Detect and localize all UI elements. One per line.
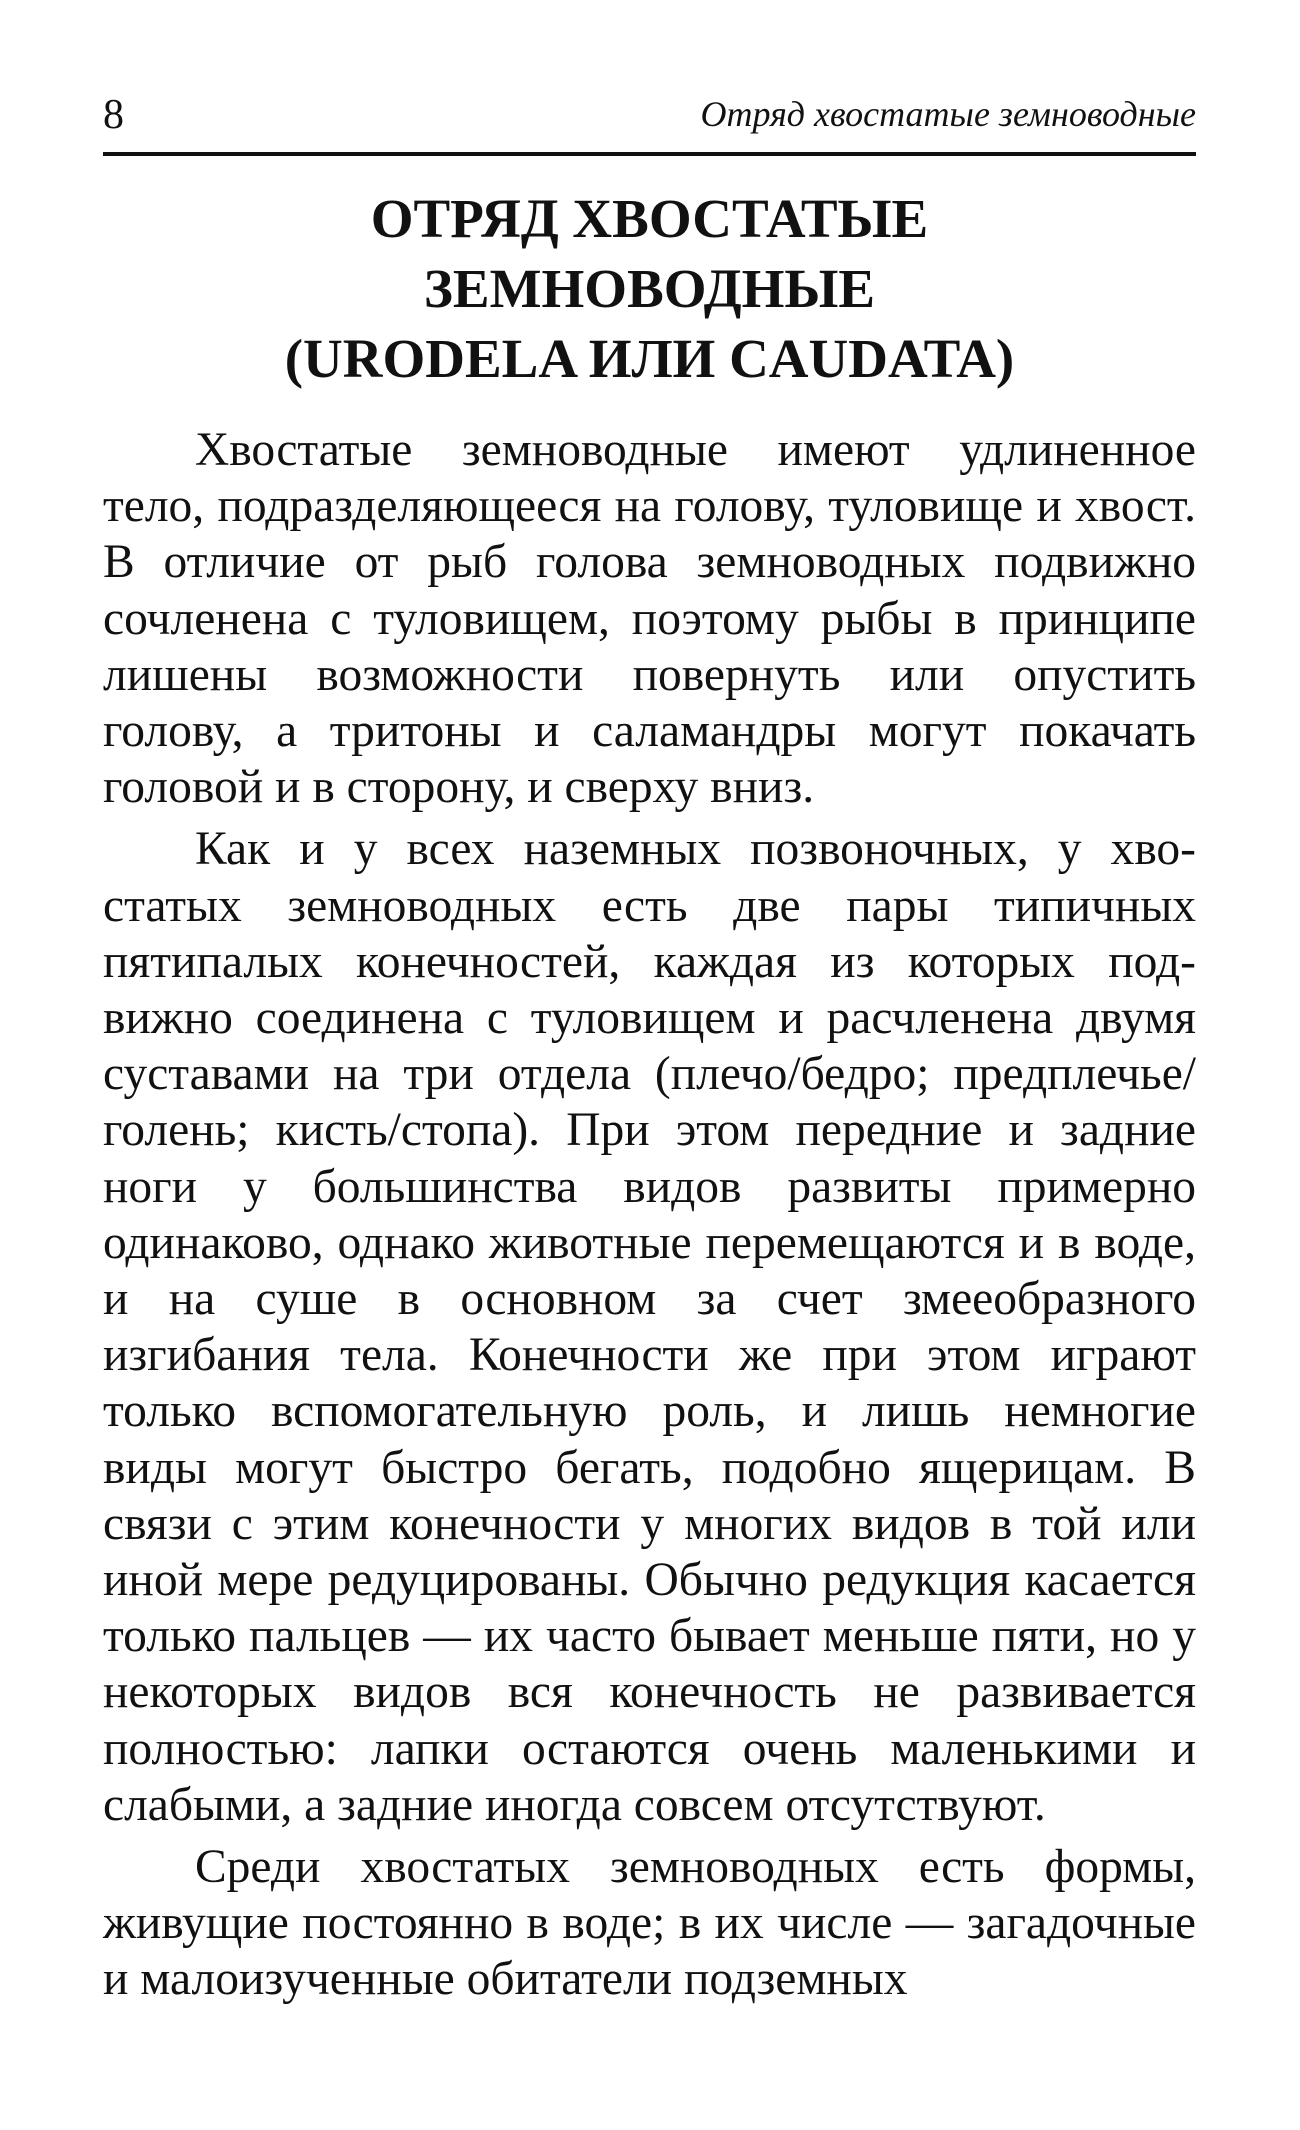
running-header (103, 90, 1196, 156)
chapter-title-line-2: ЗЕМНОВОДНЫЕ (423, 258, 876, 319)
body-text (103, 422, 1196, 2008)
book-page (103, 90, 1196, 2008)
page-number: 8 (103, 92, 124, 138)
chapter-title (103, 184, 1196, 394)
chapter-title-line-3: (URODELA ИЛИ CAUDATA) (284, 328, 1015, 389)
running-title: Отряд хвостатые земноводные (700, 94, 1196, 134)
paragraph-2: Как и у всех наземных позвоночных, у хвостатых земноводных есть две пары типичных пятипалых конечностей, каждая из которых подвижно соединена с туловищем и расчленена двумя суставами на три отдела (плечо/бедро; предплечье/голень; кисть/стопа). При этом передние и задние ноги у большинства видов развиты примерно одинаково, однако животные перемещаются и в воде, и на суше в основном за счет змееобразного изгибания тела. Конечности же при этом играют только вспомогательную роль, и лишь немногие виды могут быстро бегать, подобно ящерицам. В связи с этим конечности у многих видов в той или иной мере редуцированы. Обычно редукция касается только пальцев — их часто бывает меньше пяти, но у некоторых видов вся конечность не развивается полностью: лапки остаются очень маленькими и слабыми, а задние иногда совсем отсутствуют. (103, 823, 1196, 1831)
paragraph-1: Хвостатые земноводные имеют удлиненное тело, подразделяющееся на голову, туловище и хвост. В отличие от рыб голова земноводных подвижно сочленена с туловищем, поэтому рыбы в принципе лишены возможности повернуть или опустить голову, а тритоны и саламандры могут покачать головой и в сторону, и сверху вниз. (103, 424, 1196, 814)
paragraph-3: Среди хвостатых земноводных есть формы, живущие постоянно в воде; в их числе — загадочные и малоизученные обитатели подземных (103, 1841, 1196, 2006)
chapter-title-line-1: ОТРЯД ХВОСТАТЫЕ (370, 188, 929, 249)
